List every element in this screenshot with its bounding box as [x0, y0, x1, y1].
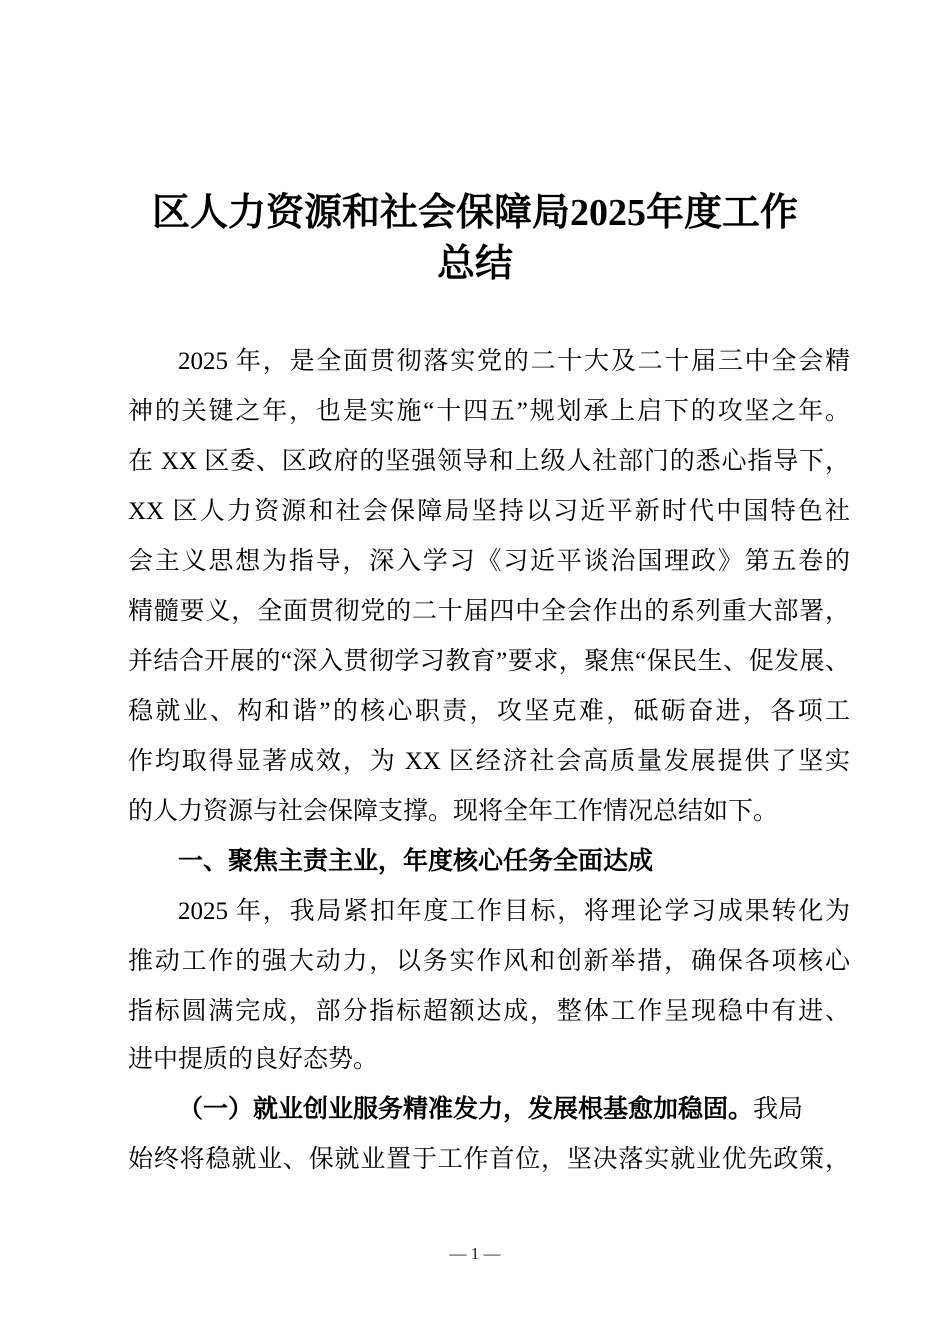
body-line: 稳就业、构和谐”的核心职责，攻坚克难，砥砺奋进，各项工	[128, 698, 850, 725]
body-line: 并结合开展的“深入贯彻学习教育”要求，聚焦“保民生、促发展、	[128, 648, 850, 675]
subsection-line	[178, 1085, 850, 1135]
document-title-line-1: 区人力资源和社会保障局2025年度工作	[151, 192, 798, 234]
body-line: XX 区人力资源和社会保障局坚持以习近平新时代中国特色社	[128, 498, 850, 525]
body-line: 推动工作的强大动力，以务实作风和创新举措，确保各项核心	[128, 948, 850, 975]
body-text: 我局	[753, 1096, 804, 1123]
body-line: 始终将稳就业、保就业置于工作首位，坚决落实就业优先政策，	[128, 1146, 850, 1173]
body-line: 指标圆满完成，部分指标超额达成，整体工作呈现稳中有进、	[128, 998, 850, 1025]
body-line: 精髓要义，全面贯彻党的二十届四中全会作出的系列重大部署，	[128, 598, 850, 625]
body-line: 的人力资源与社会保障支撑。现将全年工作情况总结如下。	[128, 798, 779, 825]
document-title-line-2: 总结	[436, 243, 513, 285]
section-heading: 一、聚焦主责主业，年度核心任务全面达成	[178, 848, 654, 875]
body-line: 作均取得显著成效，为 XX 区经济社会高质量发展提供了坚实	[128, 748, 850, 775]
page-number: — 1 —	[449, 1244, 501, 1263]
body-line: 进中提质的良好态势。	[128, 1046, 379, 1073]
body-line: 2025 年，我局紧扣年度工作目标，将理论学习成果转化为	[178, 898, 850, 925]
body-line: 2025 年，是全面贯彻落实党的二十大及二十届三中全会精	[178, 348, 850, 375]
body-line: 神的关键之年，也是实施“十四五”规划承上启下的攻坚之年。	[128, 398, 850, 425]
subsection-heading: （一）就业创业服务精准发力，发展根基愈加稳固。	[178, 1096, 754, 1123]
body-line: 会主义思想为指导，深入学习《习近平谈治国理政》第五卷的	[128, 548, 850, 575]
body-line: 在 XX 区委、区政府的坚强领导和上级人社部门的悉心指导下，	[128, 448, 850, 475]
